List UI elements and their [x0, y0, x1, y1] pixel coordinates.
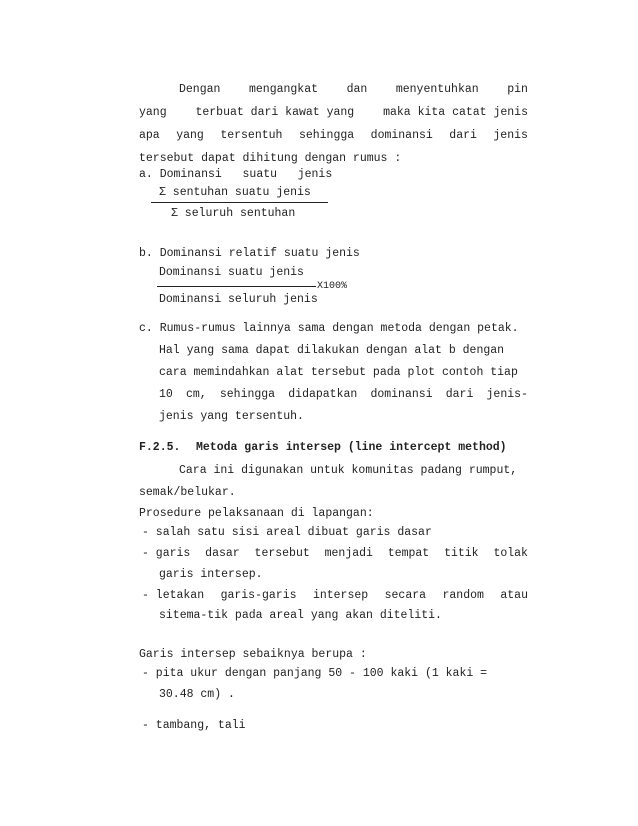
- item-a-numerator: Σ sentuhan suatu jenis: [159, 186, 311, 199]
- word: menjadi: [324, 547, 373, 560]
- word: dari: [445, 388, 474, 401]
- word: tersentuh: [220, 129, 283, 142]
- word: garis-garis: [220, 589, 297, 602]
- intro-line-3: [139, 129, 528, 143]
- word: tolak: [493, 547, 528, 560]
- item-c-line-1: c. Rumus-rumus lainnya sama dengan metoda dengan petak.: [139, 322, 519, 335]
- word: maka kita catat jenis: [383, 106, 528, 119]
- word: tempat: [387, 547, 430, 560]
- word: secara: [384, 589, 427, 602]
- item-c-line-5: jenis yang tersentuh.: [159, 410, 304, 423]
- word: sehingga: [219, 388, 276, 401]
- word: pin: [507, 83, 528, 96]
- word: jenis: [493, 129, 528, 142]
- section-title: Metoda garis intersep (line intercept method): [196, 441, 507, 454]
- word: tersebut: [254, 547, 310, 560]
- word: dan: [346, 83, 368, 96]
- word: atau: [500, 589, 528, 602]
- item-a-title: a. Dominansi suatu jenis: [139, 168, 333, 181]
- procedure-title: Prosedure pelaksanaan di lapangan:: [139, 507, 374, 520]
- word: Dengan: [179, 83, 221, 96]
- fraction-bar-b: [157, 286, 316, 287]
- intro-line-4: tersebut dapat dihitung dengan rumus :: [139, 152, 402, 165]
- intro-line-1: [179, 83, 528, 97]
- item-b-numerator: Dominansi suatu jenis: [159, 266, 304, 279]
- step-3-line-1: [142, 589, 528, 603]
- word: jenis-: [486, 388, 528, 401]
- word: intersep: [312, 589, 369, 602]
- word: titik: [444, 547, 479, 560]
- word: 10: [159, 388, 173, 401]
- item-b-denominator: Dominansi seluruh jenis: [159, 293, 318, 306]
- step-1: - salah satu sisi areal dibuat garis dasar: [142, 526, 432, 539]
- word: sehingga: [298, 129, 355, 142]
- item-c-line-2: Hal yang sama dapat dilakukan dengan alat b dengan: [159, 344, 505, 357]
- word: dominansi: [370, 129, 433, 142]
- section-intro-line-2: semak/belukar.: [139, 486, 236, 499]
- line-type-title: Garis intersep sebaiknya berupa :: [139, 648, 367, 661]
- word: menyentuhkan: [395, 83, 479, 96]
- word: cm,: [185, 388, 207, 401]
- item-a-denominator: Σ seluruh sentuhan: [171, 207, 296, 220]
- section-number: F.2.5.: [139, 441, 181, 454]
- line-type-2: - tambang, tali: [142, 719, 246, 732]
- word: - letakan: [142, 589, 205, 602]
- item-b-multiplier: X100%: [317, 281, 348, 292]
- word: random: [442, 589, 484, 602]
- step-3-line-2: sitema-tik pada areal yang akan diteliti.: [159, 609, 442, 622]
- step-2-line-2: garis intersep.: [159, 568, 263, 581]
- word: - garis: [142, 547, 191, 560]
- word: didapatkan: [288, 388, 358, 401]
- item-b-title: b. Dominansi relatif suatu jenis: [139, 247, 360, 260]
- intro-line-2: [139, 106, 528, 120]
- line-type-1-line-2: 30.48 cm) .: [159, 688, 235, 701]
- fraction-bar-a: [151, 202, 328, 203]
- line-type-1-line-1: - pita ukur dengan panjang 50 - 100 kaki (1 kaki =: [142, 667, 488, 680]
- word: dari: [449, 129, 477, 142]
- word: apa: [139, 129, 160, 142]
- item-c-line-3: cara memindahkan alat tersebut pada plot contoh tiap: [159, 366, 518, 379]
- item-c-line-4: [159, 388, 528, 402]
- word: yang: [139, 106, 167, 119]
- word: dasar: [205, 547, 240, 560]
- word: mengangkat: [248, 83, 318, 96]
- word: terbuat dari kawat yang: [195, 106, 355, 119]
- word: yang: [176, 129, 204, 142]
- step-2-line-1: [142, 547, 528, 561]
- word: dominansi: [370, 388, 433, 401]
- section-intro-line-1: Cara ini digunakan untuk komunitas padang rumput,: [179, 464, 518, 477]
